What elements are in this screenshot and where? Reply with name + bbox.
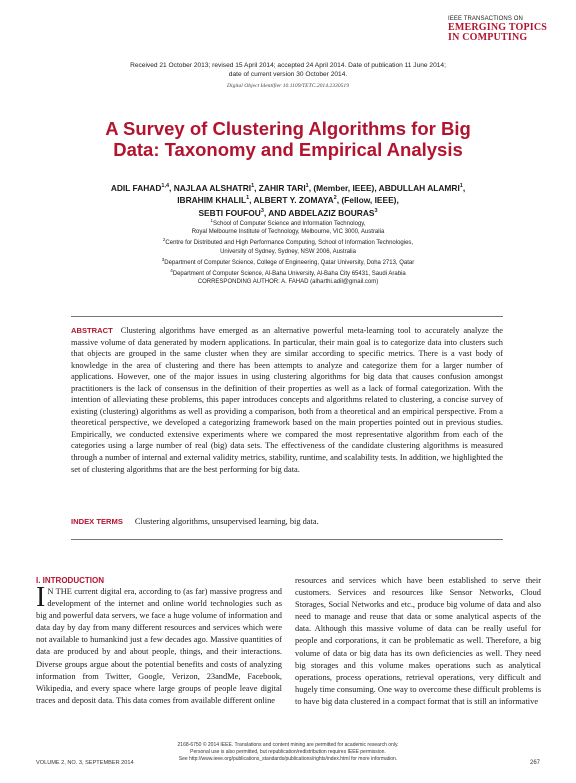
author-name: SEBTI FOUFOU xyxy=(198,207,261,218)
affil-text: Centre for Distributed and High Performance Computing, School of Information Technologies, xyxy=(165,240,414,247)
index-terms-label: INDEX TERMS xyxy=(71,517,123,526)
abstract-text: Clustering algorithms have emerged as an alternative powerful meta-learning tool to accurately analyze the massive volume of data generated by modern applications. In particular, their main goal is to categorize data into clusters such that objects are grouped in the same cluster when they are similar according to specific metrics. There is a vast body of knowledge in the area of clustering and there has been attempts to analyze and categorize them for a larger number of applications. However, one of the major issues in using clustering algorithms for big data that causes confusion amongst practitioners is the lack of consensus in the definition of their properties as well as a lack of formal categorization. With the intention of alleviating these problems, this paper introduces concepts and algorithms related to clustering, a concise survey of existing (clustering) algorithms as well as providing a comparison, both from a theoretical and an empirical perspective. From a theoretical perspective, we developed a categorizing framework based on the main properties pointed out in previous studies. Empirically, we conducted extensive experiments where we compared the most representative algorithm from each of the categories using a large number of real (big) data sets. The effectiveness of the candidate clustering algorithms is measured through a number of internal and external validity metrics, stability, runtime, and scalability tests. In addition, we highlighted the set of clustering algorithms that are the best performing for big data. xyxy=(71,326,503,474)
journal-name-line1: EMERGING TOPICS xyxy=(448,22,548,33)
affil-text: Royal Melbourne Institute of Technology, Melbourne, VIC 3000, Australia xyxy=(191,229,385,236)
author-affil-sup: 2 xyxy=(333,195,337,202)
index-terms xyxy=(71,517,503,526)
affil-text: School of Computer Science and Information Technology, xyxy=(212,221,366,227)
author-name: , AND ABDELAZIZ BOURAS xyxy=(263,207,375,218)
doi: Digital Object Identifier 10.1109/TETC.2014.2330519 xyxy=(226,83,350,89)
abstract-label: ABSTRACT xyxy=(71,326,113,335)
affil-sup: 3 xyxy=(161,256,165,262)
abstract xyxy=(71,325,503,475)
volume-info: VOLUME 2, NO. 3, SEPTEMBER 2014 xyxy=(36,760,134,766)
affil-text: Department of Computer Science, Al-Baha University, Al-Baha City 65431, Saudi Arabia xyxy=(172,271,406,278)
author-list xyxy=(40,181,536,218)
author-name: , ZAHIR TARI xyxy=(254,182,306,193)
abstract-top-rule xyxy=(71,316,503,317)
author-affil-sup: 1 xyxy=(305,183,309,189)
page-number: 267 xyxy=(529,760,540,766)
author-affil-sup: 1,4 xyxy=(161,183,170,189)
journal-series-label: IEEE TRANSACTIONS ON xyxy=(448,16,523,22)
author-name: , (Fellow, IEEE), xyxy=(336,195,399,206)
publication-dates xyxy=(40,61,536,79)
copyright-line2: Personal use is also permitted, but republication/redistribution requires IEEE permission. xyxy=(190,749,386,756)
affiliation-line xyxy=(40,248,536,256)
author-affil-sup: 1 xyxy=(246,195,250,202)
author-affil-sup: 3 xyxy=(260,207,264,214)
author-name: , NAJLAA ALSHATRI xyxy=(169,182,252,193)
affiliation-line xyxy=(40,267,536,278)
authors-line1 xyxy=(40,181,536,193)
dates-line1: Received 21 October 2013; revised 15 April 2014; accepted 24 April 2014. Date of publication 11 June 2014; xyxy=(130,62,446,69)
copyright-notice xyxy=(150,742,426,764)
author-affil-sup: 3 xyxy=(374,207,378,214)
paper-title xyxy=(40,118,536,160)
affil-text: Department of Computer Science, College of Engineering, Qatar University, Doha 2713, Qatar xyxy=(164,259,415,266)
affiliation-line xyxy=(40,228,536,236)
affil-sup: 1 xyxy=(210,218,213,223)
journal-name-line2: IN COMPUTING xyxy=(448,32,528,43)
affiliation-line xyxy=(40,256,536,267)
section-heading: I. INTRODUCTION xyxy=(36,576,104,585)
affiliation-line xyxy=(40,217,536,228)
affil-sup: 2 xyxy=(162,237,166,243)
author-name: ADIL FAHAD xyxy=(110,182,162,193)
author-name: IBRAHIM KHALIL xyxy=(177,195,247,206)
affil-sup: 4 xyxy=(170,268,173,274)
corresponding-author: CORRESPONDING AUTHOR: A. FAHAD (alharthi.adil@gmail.com) xyxy=(197,279,379,286)
intro-right-column xyxy=(295,575,541,708)
authors-line2 xyxy=(40,193,536,205)
dates-line2: date of current version 30 October 2014. xyxy=(228,71,348,78)
index-terms-text: Clustering algorithms, unsupervised learning, big data. xyxy=(134,517,319,526)
journal-header xyxy=(448,16,568,43)
author-affil-sup: 1 xyxy=(251,183,255,189)
affil-text: University of Sydney, Sydney, NSW 2006, Australia xyxy=(220,248,356,255)
title-line1: A Survey of Clustering Algorithms for Big xyxy=(105,118,471,139)
affiliation-line xyxy=(40,236,536,247)
intro-left-text: current digital era, according to (as far) massive progress and development of the internet and online world technologies such as big and powerful data servers, we face a huge volume of information and data day by day from many different resources and services which were not available to humankind just a few decades ago. Massive quantities of data are produced by and about people, things, and their interactions. Diverse groups argue about the potential benefits and costs of analyzing information from Twitter, Google, Verizon, 23andMe, Facebook, Wikipedia, and every space where large groups of people leave digital traces and deposit data. This data comes from available different online xyxy=(36,587,282,705)
intro-left-column xyxy=(36,575,282,707)
affiliations xyxy=(40,217,536,286)
intro-right-text: resources and services which have been established to serve their customers. Services and resources like Sensor Networks, Cloud Storages, Social Networks and etc., produce big volume of data and also need to manage and reuse that data or some analytical aspects of the data. Although this massive volume of data can be really useful for people and corporations, it can be problematic as well. Therefore, a big volume of data or big data has its own deficiencies as well. They need big storages and this volume makes operations such as analytical operations, process operations, retrieval operations, very difficult and hugely time consuming. One way to overcome these difficult problems is to have big data clustered in a compact format that is still an informative xyxy=(295,576,541,706)
drop-cap: I xyxy=(36,582,46,613)
copyright-line1: 2168-6750 © 2014 IEEE. Translations and content mining are permitted for academic research only. xyxy=(177,742,399,748)
copyright-line3: See http://www.ieee.org/publications_standards/publications/rights/index.html for more information. xyxy=(178,756,398,763)
abstract-bottom-rule xyxy=(71,539,503,540)
author-name: , (Member, IEEE), ABDULLAH ALAMRI xyxy=(308,182,460,193)
author-name: , ALBERT Y. ZOMAYA xyxy=(249,195,334,206)
title-line2: Data: Taxonomy and Empirical Analysis xyxy=(113,139,463,160)
author-separator: , xyxy=(462,182,466,193)
author-affil-sup: 1 xyxy=(459,183,463,189)
intro-lead: N THE xyxy=(47,587,72,596)
